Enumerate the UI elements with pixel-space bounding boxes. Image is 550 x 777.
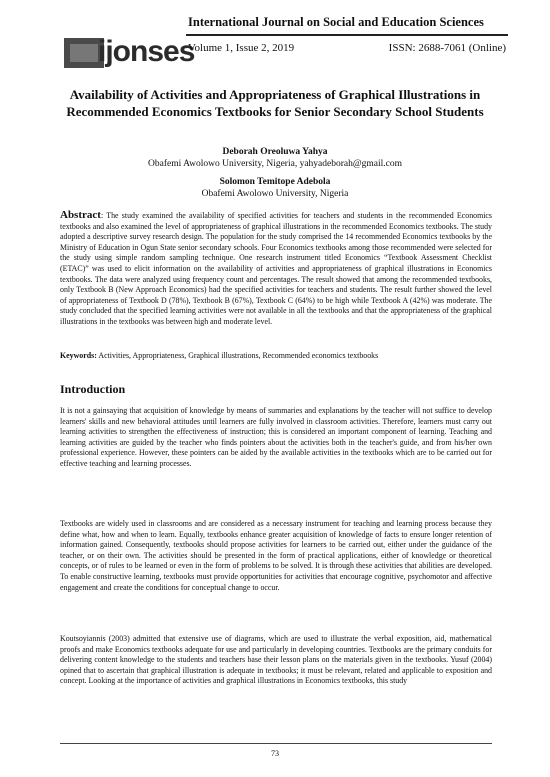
author-affiliation: Obafemi Awolowo University, Nigeria	[201, 189, 349, 199]
journal-header	[62, 14, 506, 72]
volume-issue: Volume 1, Issue 2, 2019	[188, 42, 295, 54]
header-divider	[186, 34, 508, 36]
author-name: Solomon Temitope Adebola	[219, 177, 331, 187]
journal-meta	[188, 41, 506, 55]
author-affiliation: Obafemi Awolowo University, Nigeria, yahyadeborah@gmail.com	[148, 159, 402, 169]
author-block	[60, 176, 490, 200]
logo-text: ijonses	[98, 35, 195, 68]
page-number: 73	[271, 749, 279, 758]
abstract-label: Abstract	[60, 209, 101, 221]
abstract-text: : The study examined the availability of specified activities for teachers and students in the recommended Economics textbooks and also examined the level of appropriateness of graphical illustrations in the recommended Economics textbooks. The study adopted a descriptive survey research design. The population for the study comprised the 14 recommended Economics textbooks by the Ministry of Education in Ogun State senior secondary schools. Four Economics textbooks among those recommended were selected for the study using simple random sampling technique. One research instrument titled Economics “Textbook Assessment Checklist (ETAC)” was used to elicit information on the availability of activities and appropriateness of graphical illustrations in Economics textbooks. The data were analyzed using frequency count and percentages. The result showed that among the recommended textbooks, only Textbook B (New Approach Economics) had the specified activities for teachers and students. The result further showed the level of appropriateness of Textbook D (78%), Textbook B (67%), Textbook C (64%) to be high while Textbook A (42%) was moderate. The study concluded that the specified learning activities were not available in all the textbooks and that the appropriateness of the graphical illustrations in the textbooks was between high and moderate level.	[60, 211, 492, 326]
body-paragraph: Koutsoyiannis (2003) admitted that extensive use of diagrams, which are used to illustrate the verbal exposition, aid, mathematical proofs and make Economics textbooks adequate for use and particularly in developing countries. Textbooks are the primary conduits for delivering content knowledge to the students and teachers base their lesson plans on the materials given in the textbooks. Yusuf (2004) opined that to ascertain that graphical illustration is adequate in textbooks; it must be relevant, related and applicable to exposition and concept. Looking at the importance of activities and graphical illustrations in Economics textbooks, this study	[60, 634, 492, 686]
body-paragraph: It is not a gainsaying that acquisition of knowledge by means of summaries and explanations by the teacher will not suffice to develop learners' skills and new behavioral attitudes until learners are fully involved in classroom activities. Therefore, learners must carry out learning activities to strengthen the effectiveness of instruction; this is considered an important component of learning. Teaching and learning activities are guided by the teacher who finds pointers about the activities both in the teacher's guide, and from his/her own professional experience. However, these pointers can be aided by the available activities in the textbooks which are to be carried out for effective teaching and learning processes.	[60, 406, 492, 468]
abstract	[60, 210, 492, 328]
author-block	[60, 146, 490, 170]
keywords-text: Activities, Appropriateness, Graphical illustrations, Recommended economics textbooks	[96, 351, 379, 360]
issn: ISSN: 2688-7061 (Online)	[388, 42, 506, 54]
footer-divider	[60, 743, 492, 744]
journal-title: International Journal on Social and Education Sciences	[188, 15, 484, 29]
author-name: Deborah Oreoluwa Yahya	[222, 147, 328, 157]
journal-logo	[64, 34, 195, 70]
keywords-label: Keywords:	[60, 351, 97, 360]
body-paragraph: Textbooks are widely used in classrooms and are considered as a necessary instrument for teaching and learning process because they define what, how and when to learn. Equally, textbooks enhance greater acquisition of knowledge of facts to ensure longer retention of information gained. Consequently, textbooks should propose activities for learners to be carried out, either under the guidance of the teacher, or on their own. The activities should be presented in the form of practical applications, either of knowledge or theoretical concepts, or of rules to be learned or even in the form of problems to be solved. It is through these activities that abilities are developed. To enable constructive learning, textbooks must provide opportunities for activities that encourage cognitive, psychomotor and affective engagement and create the conditions for conceptual change to occur.	[60, 519, 492, 592]
paper-title: Availability of Activities and Appropriateness of Graphical Illustrations in Recommended Economics Textbooks for Senior Secondary School Students	[66, 87, 484, 119]
section-heading: Introduction	[60, 382, 126, 396]
keywords	[60, 351, 492, 362]
